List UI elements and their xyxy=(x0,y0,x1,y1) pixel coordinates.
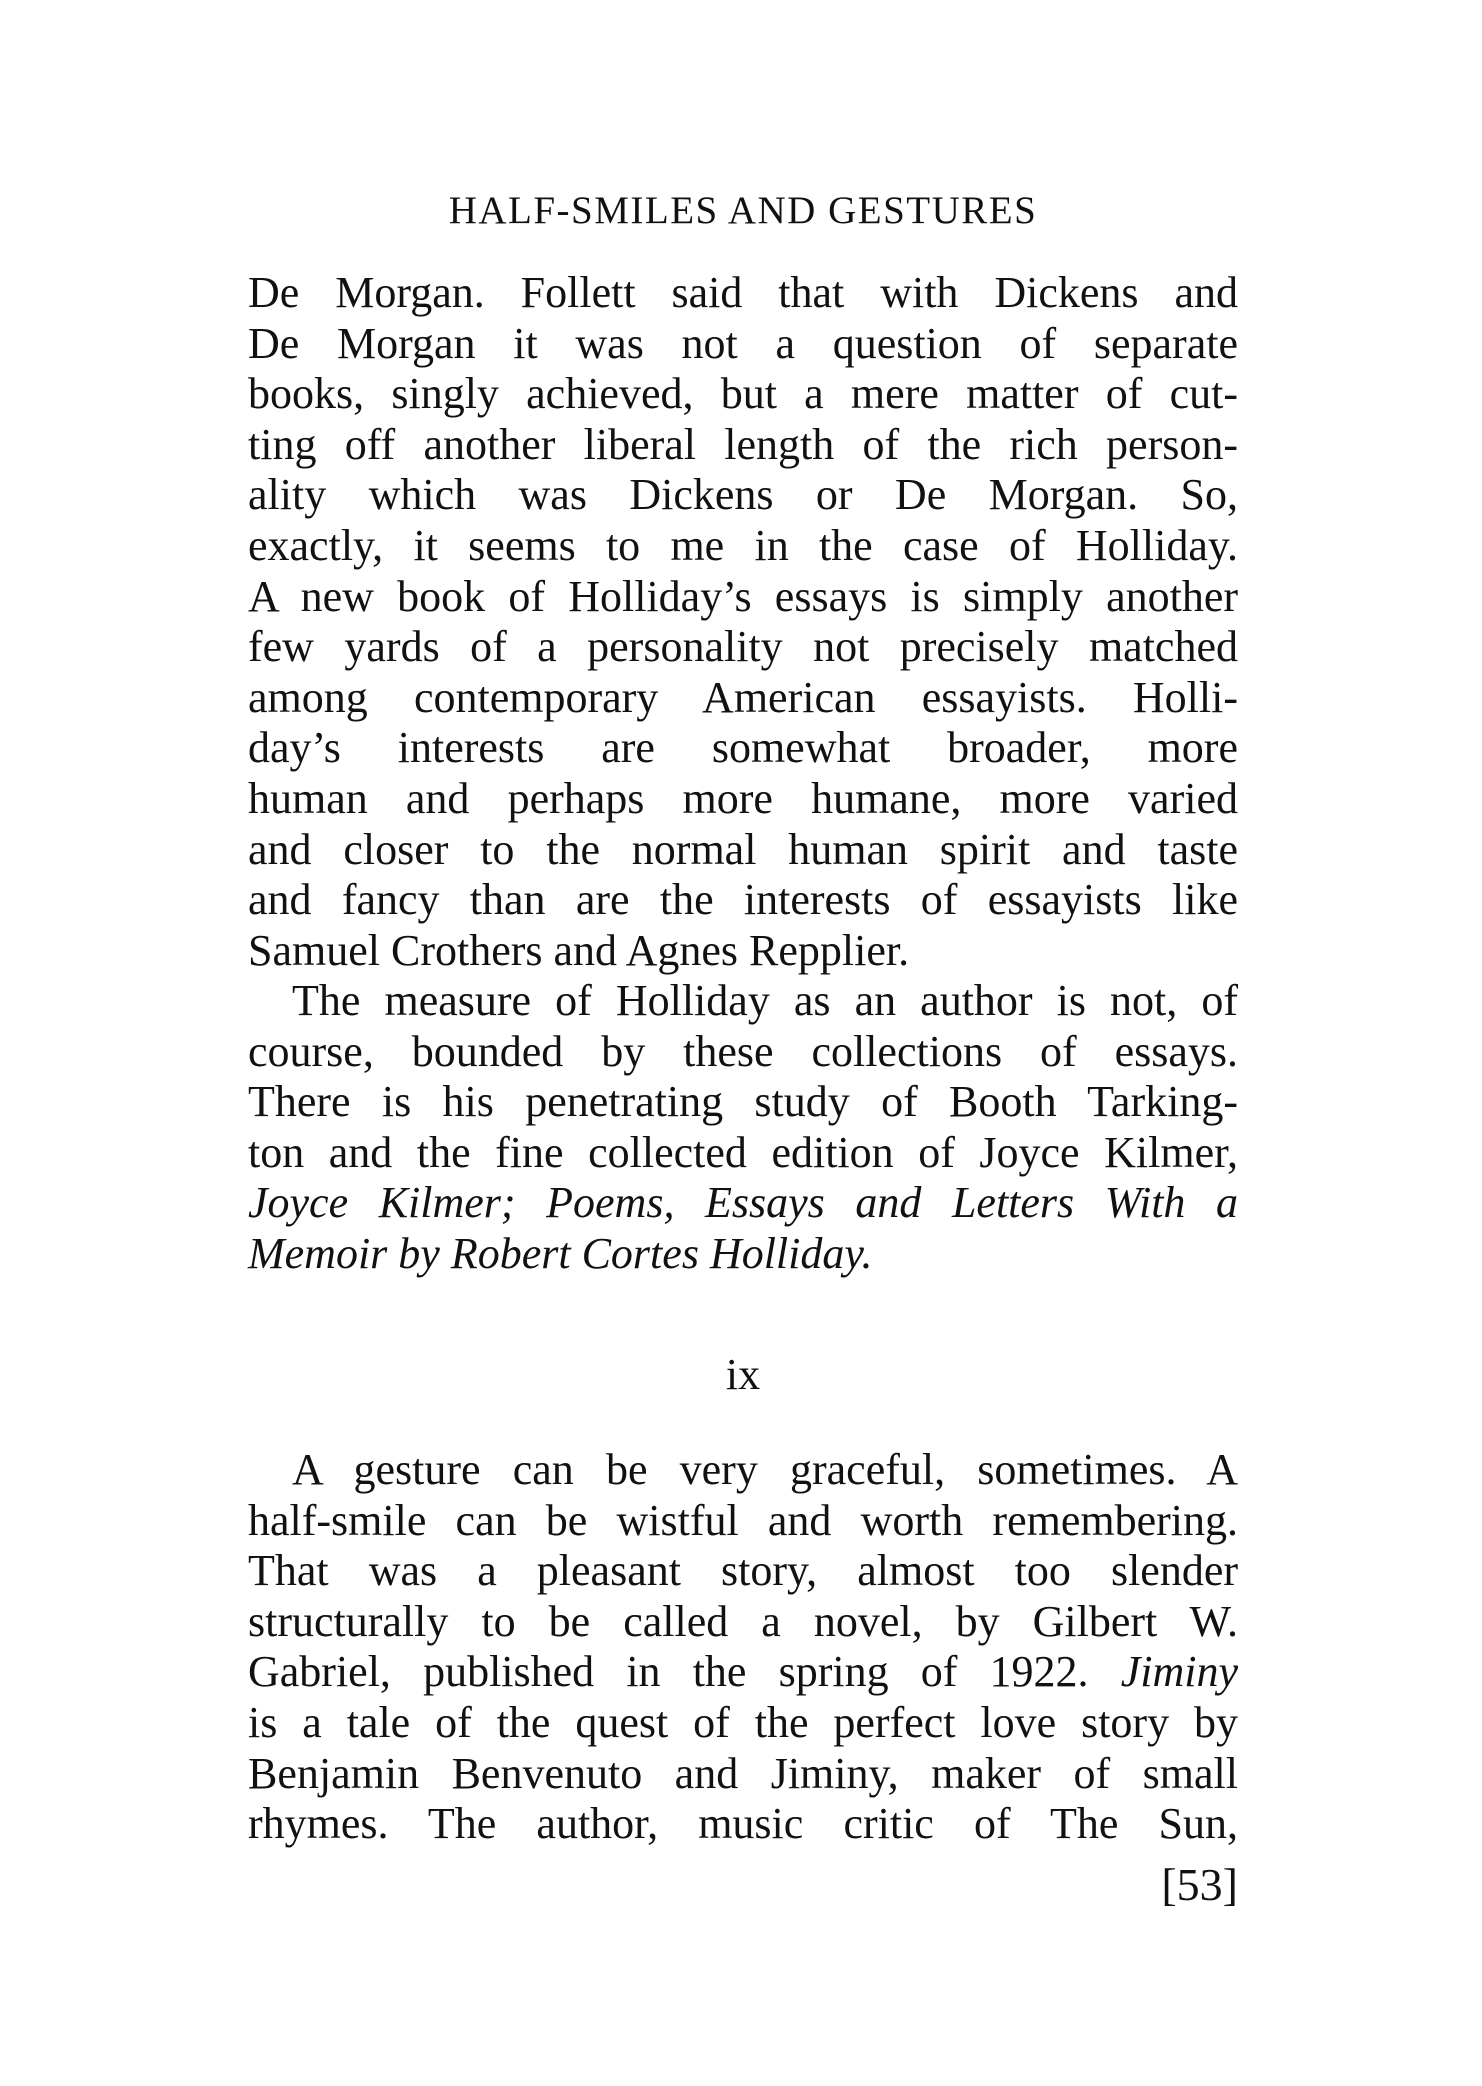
section-numeral: ix xyxy=(725,1350,761,1399)
text-line: ting off another liberal length of the rich person- xyxy=(248,419,1238,469)
text-line: day’s interests are somewhat broader, more xyxy=(248,723,1238,773)
text-line: ton and the fine collected edition of Joyce Kilmer, xyxy=(248,1127,1238,1177)
text-line: De Morgan. Follett said that with Dickens and xyxy=(248,268,1238,317)
text-line: structurally to be called a novel, by Gilbert W. xyxy=(248,1596,1238,1646)
book-title-line: Joyce Kilmer; Poems, Essays and Letters With a xyxy=(248,1178,1238,1228)
text-line: A gesture can be very graceful, sometimes. A xyxy=(292,1445,1238,1494)
book-title: Jiminy xyxy=(1120,1647,1239,1697)
text-line: and closer to the normal human spirit and taste xyxy=(248,824,1238,874)
text-line: is a tale of the quest of the perfect love story by xyxy=(248,1697,1238,1747)
text-line: De Morgan it was not a question of separate xyxy=(248,318,1238,368)
text-segment: Gabriel, published in the spring of 1922. xyxy=(248,1647,1089,1697)
paragraph-continuation xyxy=(248,268,1238,976)
text-line: ality which was Dickens or De Morgan. So, xyxy=(248,470,1238,520)
text-line: few yards of a personality not precisely matched xyxy=(248,622,1238,672)
text-line: half-smile can be wistful and worth remembering. xyxy=(248,1495,1238,1545)
paragraph-holliday-measure xyxy=(248,976,1238,1280)
text-line: That was a pleasant story, almost too slender xyxy=(248,1546,1238,1596)
text-line: and fancy than are the interests of essayists like xyxy=(248,875,1238,925)
text-line: A new book of Holliday’s essays is simply another xyxy=(248,571,1238,621)
running-head: HALF-SMILES AND GESTURES xyxy=(448,189,1038,232)
text-line: Samuel Crothers and Agnes Repplier. xyxy=(248,925,910,975)
text-line-mixed xyxy=(248,1647,1238,1698)
book-title-line: Memoir by Robert Cortes Holliday. xyxy=(248,1228,873,1278)
text-line: Benjamin Benvenuto and Jiminy, maker of small xyxy=(248,1748,1238,1798)
text-line: exactly, it seems to me in the case of Holliday. xyxy=(248,520,1238,570)
text-line: among contemporary American essayists. Holli- xyxy=(248,672,1238,722)
text-line: books, singly achieved, but a mere matter of cut- xyxy=(248,369,1238,419)
text-line: course, bounded by these collections of essays. xyxy=(248,1026,1238,1076)
text-line: The measure of Holliday as an author is not, of xyxy=(292,976,1238,1025)
text-line: There is his penetrating study of Booth Tarking- xyxy=(248,1077,1238,1127)
text-line: human and perhaps more humane, more varied xyxy=(248,773,1238,823)
page-number: [53] xyxy=(1161,1859,1238,1910)
paragraph-gesture xyxy=(248,1445,1238,1850)
text-line: rhymes. The author, music critic of The Sun, xyxy=(248,1799,1238,1849)
